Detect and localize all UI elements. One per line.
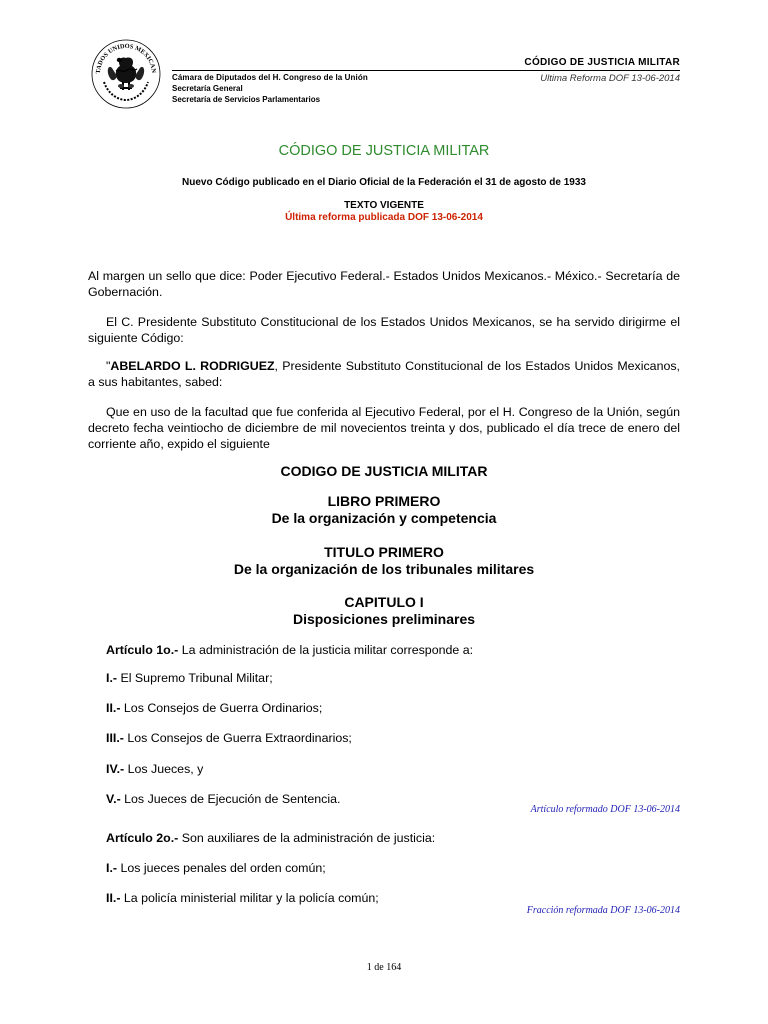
last-reform-line: Última reforma publicada DOF 13-06-2014	[285, 212, 483, 223]
item-number: II.-	[106, 891, 121, 905]
chapter-heading	[0, 594, 768, 628]
item-number: I.-	[106, 671, 118, 685]
page-number: 1 de 164	[366, 962, 402, 973]
quote-mark: "	[106, 359, 111, 373]
article-2	[106, 830, 680, 846]
article-label: Artículo 1o.-	[106, 643, 179, 657]
list-item	[106, 670, 680, 686]
book-title: LIBRO PRIMERO	[327, 493, 441, 509]
intro-paragraph-faculty: Que en uso de la facultad que fue conferida al Ejecutivo Federal, por el H. Congreso de la Unión, según decreto fecha veintiocho de diciembre de mil novecientos treinta y dos, publicado el día trece de enero del corriente año, expido el siguiente	[88, 405, 680, 451]
item-text: Los Jueces de Ejecución de Sentencia.	[120, 792, 341, 806]
document-title: CÓDIGO DE JUSTICIA MILITAR	[278, 143, 490, 159]
item-text: La policía ministerial militar y la policía común;	[120, 891, 379, 905]
item-number: V.-	[106, 792, 121, 806]
president-name: ABELARDO L. RODRIGUEZ	[110, 359, 275, 373]
item-number: IV.-	[106, 762, 125, 776]
institution-service: Secretaría de Servicios Parlamentarios	[172, 95, 321, 104]
publication-line: Nuevo Código publicado en el Diario Oficial de la Federación el 31 de agosto de 1933	[182, 177, 586, 188]
title-title: TITULO PRIMERO	[324, 544, 444, 560]
intro-paragraph-seal: Al margen un sello que dice: Poder Ejecutivo Federal.- Estados Unidos Mexicanos.- México.- Secretaría de Gobernación.	[88, 269, 680, 299]
article-text: La administración de la justicia militar corresponde a:	[178, 643, 474, 657]
article-1	[106, 642, 680, 658]
item-text: Los Consejos de Guerra Extraordinarios;	[123, 731, 352, 745]
list-item	[106, 761, 680, 777]
item-text: El Supremo Tribunal Militar;	[117, 671, 273, 685]
reform-note: Artículo reformado DOF 13-06-2014	[530, 804, 680, 815]
article-text: Son auxiliares de la administración de justicia:	[178, 831, 436, 845]
institution-secretariat: Secretaría General	[172, 84, 243, 93]
title-subtitle: De la organización de los tribunales militares	[233, 561, 535, 577]
code-heading: CODIGO DE JUSTICIA MILITAR	[280, 463, 488, 479]
header-document-info	[524, 57, 680, 84]
reform-note: Fracción reformada DOF 13-06-2014	[526, 905, 680, 916]
header-last-reform: Ultima Reforma DOF 13-06-2014	[540, 73, 680, 84]
list-item	[106, 890, 680, 906]
book-subtitle: De la organización y competencia	[271, 510, 497, 526]
list-item	[106, 860, 680, 876]
header-institution	[172, 72, 368, 105]
status-label: TEXTO VIGENTE	[344, 200, 424, 211]
chapter-title: CAPITULO I	[344, 594, 424, 610]
institution-name: Cámara de Diputados del H. Congreso de la Unión	[172, 73, 368, 82]
item-number: I.-	[106, 861, 118, 875]
title-heading	[0, 544, 768, 578]
list-item	[106, 730, 680, 746]
item-number: II.-	[106, 701, 121, 715]
intro-paragraph-decree-text: , Presidente Substituto Constitucional de los Estados Unidos Mexicanos, a sus habitantes, sabed:	[88, 359, 680, 389]
header-document-title: CÓDIGO DE JUSTICIA MILITAR	[524, 57, 680, 68]
chapter-subtitle: Disposiciones preliminares	[292, 611, 476, 627]
item-text: Los Consejos de Guerra Ordinarios;	[120, 701, 323, 715]
list-item	[106, 700, 680, 716]
article-label: Artículo 2o.-	[106, 831, 179, 845]
book-heading	[0, 493, 768, 527]
mexican-coat-of-arms-seal-icon	[90, 38, 162, 110]
item-number: III.-	[106, 731, 124, 745]
seal-text: TADOS UNIDOS MEXICAN	[94, 42, 158, 74]
intro-paragraph-president: El C. Presidente Substituto Constitucional de los Estados Unidos Mexicanos, se ha servido dirigirme el siguiente Código:	[88, 315, 680, 345]
item-text: Los Jueces, y	[124, 762, 204, 776]
intro-paragraph-decree	[88, 358, 680, 390]
item-text: Los jueces penales del orden común;	[117, 861, 326, 875]
